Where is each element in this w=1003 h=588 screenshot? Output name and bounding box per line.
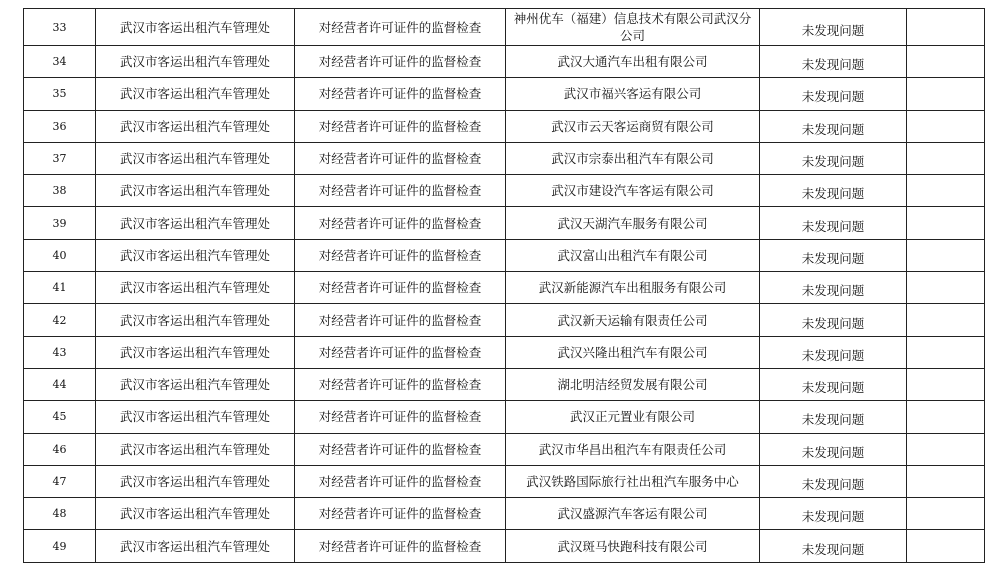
result-cell: 未发现问题 — [760, 207, 907, 239]
inspection-item-cell: 对经营者许可证件的监督检查 — [295, 9, 506, 46]
inspection-item-cell: 对经营者许可证件的监督检查 — [295, 465, 506, 497]
table-row — [24, 78, 985, 110]
table-row — [24, 433, 985, 465]
result-cell: 未发现问题 — [760, 530, 907, 562]
company-cell: 武汉市福兴客运有限公司 — [506, 78, 760, 110]
table-row — [24, 110, 985, 142]
result-cell: 未发现问题 — [760, 272, 907, 304]
company-cell: 武汉盛源汽车客运有限公司 — [506, 498, 760, 530]
agency-cell: 武汉市客运出租汽车管理处 — [96, 239, 295, 271]
table-row — [24, 401, 985, 433]
inspection-item-cell: 对经营者许可证件的监督检查 — [295, 433, 506, 465]
agency-cell: 武汉市客运出租汽车管理处 — [96, 207, 295, 239]
result-cell: 未发现问题 — [760, 46, 907, 78]
result-cell: 未发现问题 — [760, 78, 907, 110]
company-cell: 湖北明洁经贸发展有限公司 — [506, 368, 760, 400]
agency-cell: 武汉市客运出租汽车管理处 — [96, 272, 295, 304]
inspection-item-cell: 对经营者许可证件的监督检查 — [295, 207, 506, 239]
row-number-cell: 43 — [24, 336, 96, 368]
inspection-item-cell: 对经营者许可证件的监督检查 — [295, 142, 506, 174]
company-cell: 神州优车（福建）信息技术有限公司武汉分公司 — [506, 9, 760, 46]
table-row — [24, 465, 985, 497]
note-cell — [907, 498, 985, 530]
result-cell: 未发现问题 — [760, 304, 907, 336]
inspection-item-cell: 对经营者许可证件的监督检查 — [295, 175, 506, 207]
note-cell — [907, 368, 985, 400]
note-cell — [907, 336, 985, 368]
company-cell: 武汉铁路国际旅行社出租汽车服务中心 — [506, 465, 760, 497]
result-cell: 未发现问题 — [760, 336, 907, 368]
inspection-item-cell: 对经营者许可证件的监督检查 — [295, 46, 506, 78]
company-cell: 武汉富山出租汽车有限公司 — [506, 239, 760, 271]
inspection-item-cell: 对经营者许可证件的监督检查 — [295, 336, 506, 368]
note-cell — [907, 142, 985, 174]
note-cell — [907, 272, 985, 304]
inspection-item-cell: 对经营者许可证件的监督检查 — [295, 401, 506, 433]
row-number-cell: 46 — [24, 433, 96, 465]
table-row — [24, 304, 985, 336]
note-cell — [907, 207, 985, 239]
inspection-item-cell: 对经营者许可证件的监督检查 — [295, 498, 506, 530]
note-cell — [907, 465, 985, 497]
row-number-cell: 41 — [24, 272, 96, 304]
table-row — [24, 46, 985, 78]
row-number-cell: 37 — [24, 142, 96, 174]
note-cell — [907, 46, 985, 78]
result-cell: 未发现问题 — [760, 401, 907, 433]
company-cell: 武汉新天运输有限责任公司 — [506, 304, 760, 336]
result-cell: 未发现问题 — [760, 142, 907, 174]
inspection-item-cell: 对经营者许可证件的监督检查 — [295, 272, 506, 304]
table-row — [24, 368, 985, 400]
inspection-item-cell: 对经营者许可证件的监督检查 — [295, 530, 506, 562]
result-cell: 未发现问题 — [760, 175, 907, 207]
row-number-cell: 48 — [24, 498, 96, 530]
table-row — [24, 530, 985, 562]
agency-cell: 武汉市客运出租汽车管理处 — [96, 175, 295, 207]
company-cell: 武汉大通汽车出租有限公司 — [506, 46, 760, 78]
table-row — [24, 142, 985, 174]
inspection-item-cell: 对经营者许可证件的监督检查 — [295, 239, 506, 271]
note-cell — [907, 175, 985, 207]
table-row — [24, 207, 985, 239]
row-number-cell: 34 — [24, 46, 96, 78]
agency-cell: 武汉市客运出租汽车管理处 — [96, 304, 295, 336]
agency-cell: 武汉市客运出租汽车管理处 — [96, 368, 295, 400]
inspection-item-cell: 对经营者许可证件的监督检查 — [295, 368, 506, 400]
row-number-cell: 35 — [24, 78, 96, 110]
agency-cell: 武汉市客运出租汽车管理处 — [96, 433, 295, 465]
result-cell: 未发现问题 — [760, 498, 907, 530]
note-cell — [907, 78, 985, 110]
table-row — [24, 498, 985, 530]
row-number-cell: 47 — [24, 465, 96, 497]
row-number-cell: 49 — [24, 530, 96, 562]
agency-cell: 武汉市客运出租汽车管理处 — [96, 465, 295, 497]
table-row — [24, 336, 985, 368]
company-cell: 武汉市云天客运商贸有限公司 — [506, 110, 760, 142]
note-cell — [907, 110, 985, 142]
table-row — [24, 272, 985, 304]
inspection-item-cell: 对经营者许可证件的监督检查 — [295, 304, 506, 336]
result-cell: 未发现问题 — [760, 368, 907, 400]
company-cell: 武汉正元置业有限公司 — [506, 401, 760, 433]
inspection-table — [23, 8, 985, 563]
company-cell: 武汉天湖汽车服务有限公司 — [506, 207, 760, 239]
note-cell — [907, 530, 985, 562]
result-cell: 未发现问题 — [760, 239, 907, 271]
row-number-cell: 33 — [24, 9, 96, 46]
agency-cell: 武汉市客运出租汽车管理处 — [96, 530, 295, 562]
company-cell: 武汉市建设汽车客运有限公司 — [506, 175, 760, 207]
agency-cell: 武汉市客运出租汽车管理处 — [96, 46, 295, 78]
note-cell — [907, 9, 985, 46]
note-cell — [907, 433, 985, 465]
company-cell: 武汉新能源汽车出租服务有限公司 — [506, 272, 760, 304]
table-row — [24, 239, 985, 271]
note-cell — [907, 304, 985, 336]
result-cell: 未发现问题 — [760, 433, 907, 465]
row-number-cell: 42 — [24, 304, 96, 336]
agency-cell: 武汉市客运出租汽车管理处 — [96, 9, 295, 46]
company-cell: 武汉市宗泰出租汽车有限公司 — [506, 142, 760, 174]
agency-cell: 武汉市客运出租汽车管理处 — [96, 498, 295, 530]
row-number-cell: 45 — [24, 401, 96, 433]
note-cell — [907, 239, 985, 271]
row-number-cell: 36 — [24, 110, 96, 142]
row-number-cell: 40 — [24, 239, 96, 271]
company-cell: 武汉市华昌出租汽车有限责任公司 — [506, 433, 760, 465]
agency-cell: 武汉市客运出租汽车管理处 — [96, 401, 295, 433]
inspection-item-cell: 对经营者许可证件的监督检查 — [295, 110, 506, 142]
result-cell: 未发现问题 — [760, 110, 907, 142]
company-cell: 武汉斑马快跑科技有限公司 — [506, 530, 760, 562]
inspection-item-cell: 对经营者许可证件的监督检查 — [295, 78, 506, 110]
result-cell: 未发现问题 — [760, 9, 907, 46]
agency-cell: 武汉市客运出租汽车管理处 — [96, 142, 295, 174]
row-number-cell: 44 — [24, 368, 96, 400]
inspection-table-body — [24, 9, 985, 563]
agency-cell: 武汉市客运出租汽车管理处 — [96, 78, 295, 110]
note-cell — [907, 401, 985, 433]
row-number-cell: 39 — [24, 207, 96, 239]
agency-cell: 武汉市客运出租汽车管理处 — [96, 110, 295, 142]
table-row — [24, 9, 985, 46]
agency-cell: 武汉市客运出租汽车管理处 — [96, 336, 295, 368]
result-cell: 未发现问题 — [760, 465, 907, 497]
row-number-cell: 38 — [24, 175, 96, 207]
company-cell: 武汉兴隆出租汽车有限公司 — [506, 336, 760, 368]
table-row — [24, 175, 985, 207]
